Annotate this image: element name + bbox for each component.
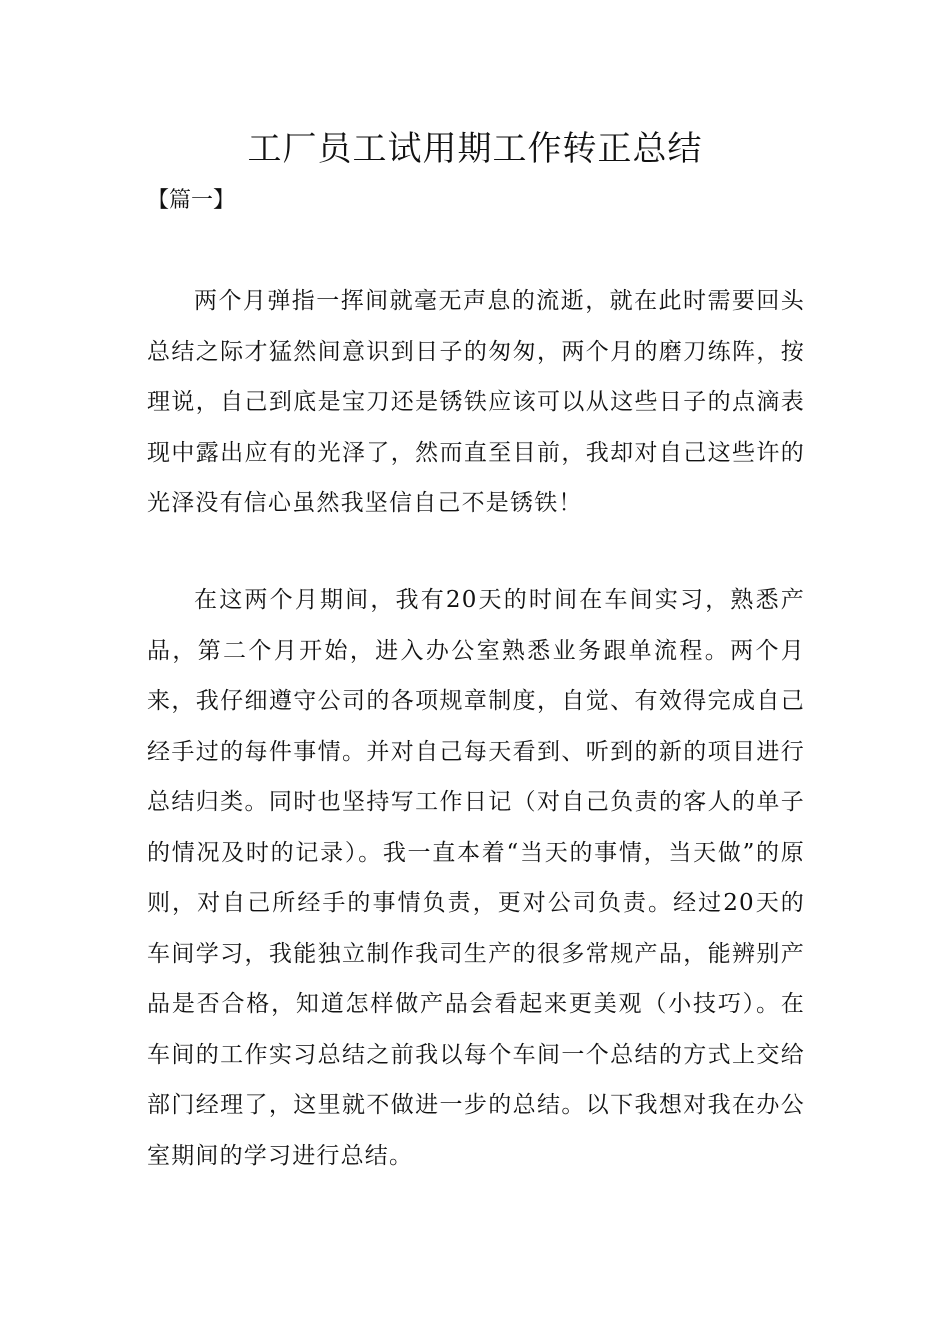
paragraph: 在这两个月期间，我有20天的时间在车间实习，熟悉产品，第二个月开始，进入办公室熟悉业务跟单流程。两个月来，我仔细遵守公司的各项规章制度，自觉、有效得完成自己经手过的每件事情。并对自己每天看到、听到的新的项目进行总结归类。同时也坚持写工作日记（对自己负责的客人的单子的情况及时的记录）。我一直本着“当天的事情，当天做”的原则，对自己所经手的事情负责，更对公司负责。经过20天的车间学习，我能独立制作我司生产的很多常规产品，能辨别产品是否合格，知道怎样做产品会看起来更美观（小技巧）。在车间的工作实习总结之前我以每个车间一个总结的方式上交给部门经理了，这里就不做进一步的总结。以下我想对我在办公室期间的学习进行总结。 — [147, 587, 805, 1169]
section-label: 【篇一】 — [147, 188, 236, 213]
paragraph: 两个月弹指一挥间就毫无声息的流逝，就在此时需要回头总结之际才猛然间意识到日子的匆匆，两个月的磨刀练阵，按理说，自己到底是宝刀还是锈铁应该可以从这些日子的点滴表现中露出应有的光泽了，然而直至目前，我却对自己这些许的光泽没有信心虽然我坚信自己不是锈铁！ — [147, 288, 805, 516]
document-title: 工厂员工试用期工作转正总结 — [247, 129, 703, 169]
